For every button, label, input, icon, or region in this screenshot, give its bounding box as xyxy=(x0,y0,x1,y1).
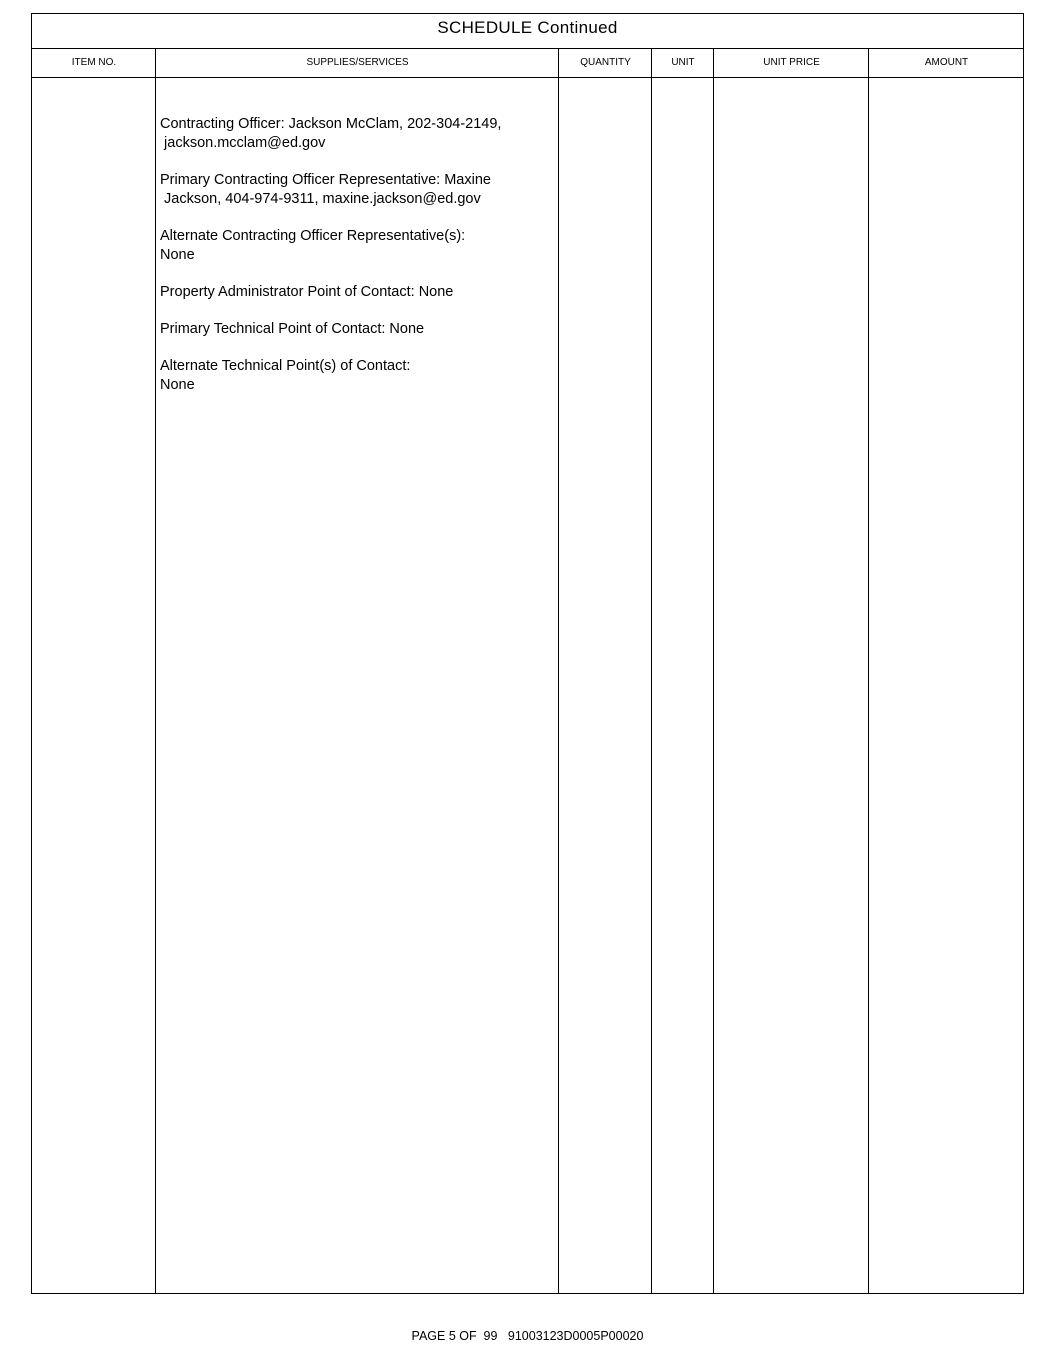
entry-line: Property Administrator Point of Contact: None xyxy=(160,284,454,300)
supplies-services-content xyxy=(160,115,555,413)
schedule-table xyxy=(31,13,1024,1294)
entry-line: Primary Technical Point of Contact: None xyxy=(160,321,425,337)
entry-line: Alternate Contracting Officer Representative(s): xyxy=(160,228,466,244)
column-divider xyxy=(155,49,156,1293)
column-divider xyxy=(558,49,559,1293)
column-header-quantity: QUANTITY xyxy=(580,57,631,68)
column-header-row xyxy=(32,49,1023,78)
contact-entry-alternate-technical xyxy=(160,357,555,395)
column-header-item-no: ITEM NO. xyxy=(71,57,117,68)
entry-line: None xyxy=(160,377,195,393)
contact-entry-primary-cor xyxy=(160,171,555,209)
entry-line: Jackson, 404-974-9311, maxine.jackson@ed.gov xyxy=(160,191,481,207)
contact-entry-alternate-cor xyxy=(160,227,555,265)
column-header-unit-price: UNIT PRICE xyxy=(763,57,820,68)
column-divider xyxy=(651,49,652,1293)
document-number: 91003123D0005P00020 xyxy=(507,1329,644,1343)
entry-line: Contracting Officer: Jackson McClam, 202-304-2149, xyxy=(160,116,502,132)
column-header-supplies-services: SUPPLIES/SERVICES xyxy=(306,57,409,68)
column-header-amount: AMOUNT xyxy=(924,57,969,68)
page-number: PAGE 5 OF 99 xyxy=(411,1329,498,1343)
entry-line: Alternate Technical Point(s) of Contact: xyxy=(160,358,411,374)
page-footer xyxy=(0,1329,1055,1343)
schedule-title: SCHEDULE Continued xyxy=(32,14,1023,49)
contact-entry-primary-technical xyxy=(160,320,555,339)
column-header-unit: UNIT xyxy=(671,57,695,68)
entry-line: None xyxy=(160,247,195,263)
contact-entry-contracting-officer xyxy=(160,115,555,153)
column-divider xyxy=(713,49,714,1293)
entry-line: Primary Contracting Officer Representative: Maxine xyxy=(160,172,491,188)
contact-entry-property-administrator xyxy=(160,283,555,302)
entry-line: jackson.mcclam@ed.gov xyxy=(160,135,326,151)
column-divider xyxy=(868,49,869,1293)
